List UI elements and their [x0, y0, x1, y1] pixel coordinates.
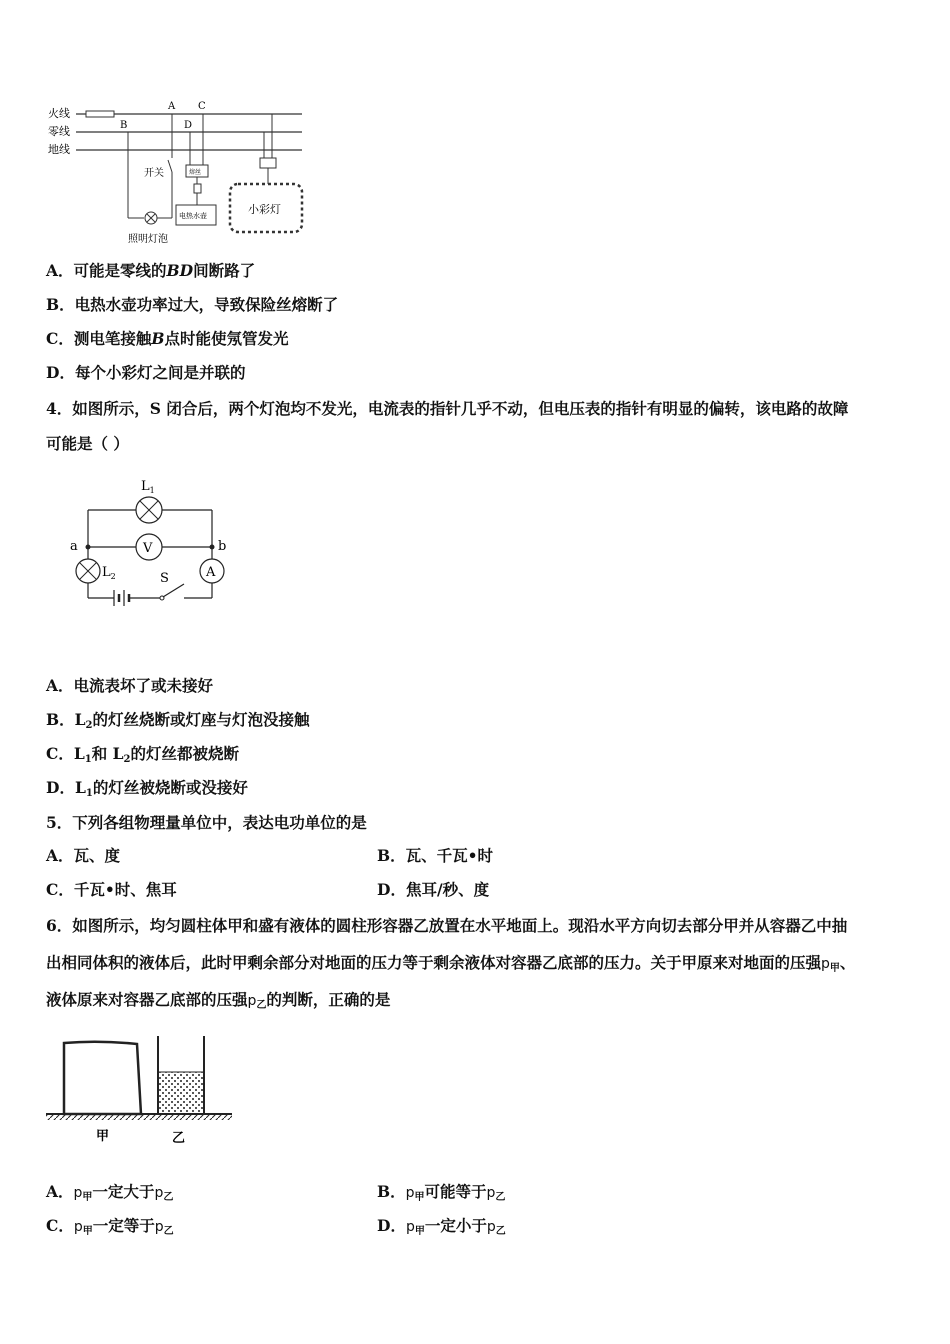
node-a-label: a	[70, 539, 78, 554]
point-d-label: D	[184, 120, 193, 131]
voltmeter-label: V	[143, 541, 153, 556]
q6-option-d: D．$p_甲$一定小于$p_乙$	[377, 1216, 506, 1237]
q5-option-d: D．焦耳/秒、度	[377, 880, 490, 899]
q6-stem-line1: 6．如图所示，均匀圆柱体甲和盛有液体的圆柱形容器乙放置在水平地面上。现沿水平方向切去部分甲并从容器乙中抽	[46, 916, 848, 935]
q3-option-b: B．电热水壶功率过大，导致保险丝熔断了	[46, 295, 339, 314]
q4-stem-line2: 可能是（ ）	[46, 434, 129, 453]
switch-s-label: S	[160, 571, 169, 586]
node-b-label: b	[218, 539, 227, 554]
q3-option-c: C．测电笔接触B点时能使氖管发光	[46, 329, 289, 348]
live-wire-label: 火线	[48, 107, 70, 120]
q4-circuit-figure	[62, 472, 242, 612]
q4-option-a: A．电流表坏了或未接好	[46, 676, 214, 695]
q5-option-a: A．瓦、度	[46, 846, 121, 865]
fig-jia-label: 甲	[96, 1129, 110, 1144]
neutral-wire-label: 零线	[48, 125, 70, 138]
point-b-label: B	[120, 120, 128, 131]
q4-option-c: C．$L_1$和 $L_2$的灯丝都被烧断	[46, 744, 239, 765]
q6-option-c: C．$p_甲$一定等于$p_乙$	[46, 1216, 174, 1237]
switch-label: 开关	[144, 168, 164, 179]
ground-wire-label: 地线	[48, 143, 70, 156]
switch-lever	[168, 160, 172, 172]
string-lights-label: 小彩灯	[248, 203, 281, 216]
q3-option-d: D．每个小彩灯之间是并联的	[46, 363, 246, 382]
l2-label: $L_2$	[102, 565, 116, 581]
cylinder-jia	[64, 1042, 141, 1114]
point-a-label: A	[168, 101, 176, 112]
q4-option-d: D．$L_1$的灯丝被烧断或没接好	[46, 778, 248, 799]
q5-option-b: B．瓦、千瓦•时	[377, 846, 494, 865]
q3-option-a: A．可能是零线的BD间断路了	[46, 261, 256, 280]
l1-label: $L_1$	[141, 479, 155, 495]
q4-option-b: B．$L_2$的灯丝烧断或灯座与灯泡没接触	[46, 710, 310, 731]
q5-stem: 5．下列各组物理量单位中，表达电功单位的是	[46, 813, 367, 832]
point-c-label: C	[198, 101, 206, 112]
household-circuit-figure	[40, 100, 310, 248]
bulb-label: 照明灯泡	[128, 234, 168, 245]
q6-option-a: A．$p_甲$一定大于$p_乙$	[46, 1182, 174, 1203]
q6-stem-line2: 出相同体积的液体后，此时甲剩余部分对地面的压力等于剩余液体对容器乙底部的压力。关于甲原来对地面的压强$p_甲$、	[46, 953, 856, 974]
q6-stem-line3: 液体原来对容器乙底部的压强$p_乙$的判断，正确的是	[46, 990, 391, 1011]
fuse	[86, 111, 114, 117]
q5-option-c: C．千瓦•时、焦耳	[46, 880, 177, 899]
fuse-label: 熔丝	[189, 169, 202, 176]
ammeter-label: A	[206, 565, 216, 580]
q6-containers-figure	[44, 1028, 244, 1150]
q6-option-b: B．$p_甲$可能等于$p_乙$	[377, 1182, 506, 1203]
q4-stem-line1: 4．如图所示，S 闭合后，两个灯泡均不发光，电流表的指针几乎不动，但电压表的指针有明显的偏转，该电路的故障	[46, 399, 849, 418]
fig-yi-label: 乙	[172, 1131, 186, 1146]
kettle-label: 电热水壶	[179, 212, 207, 220]
liquid-yi	[158, 1072, 204, 1114]
